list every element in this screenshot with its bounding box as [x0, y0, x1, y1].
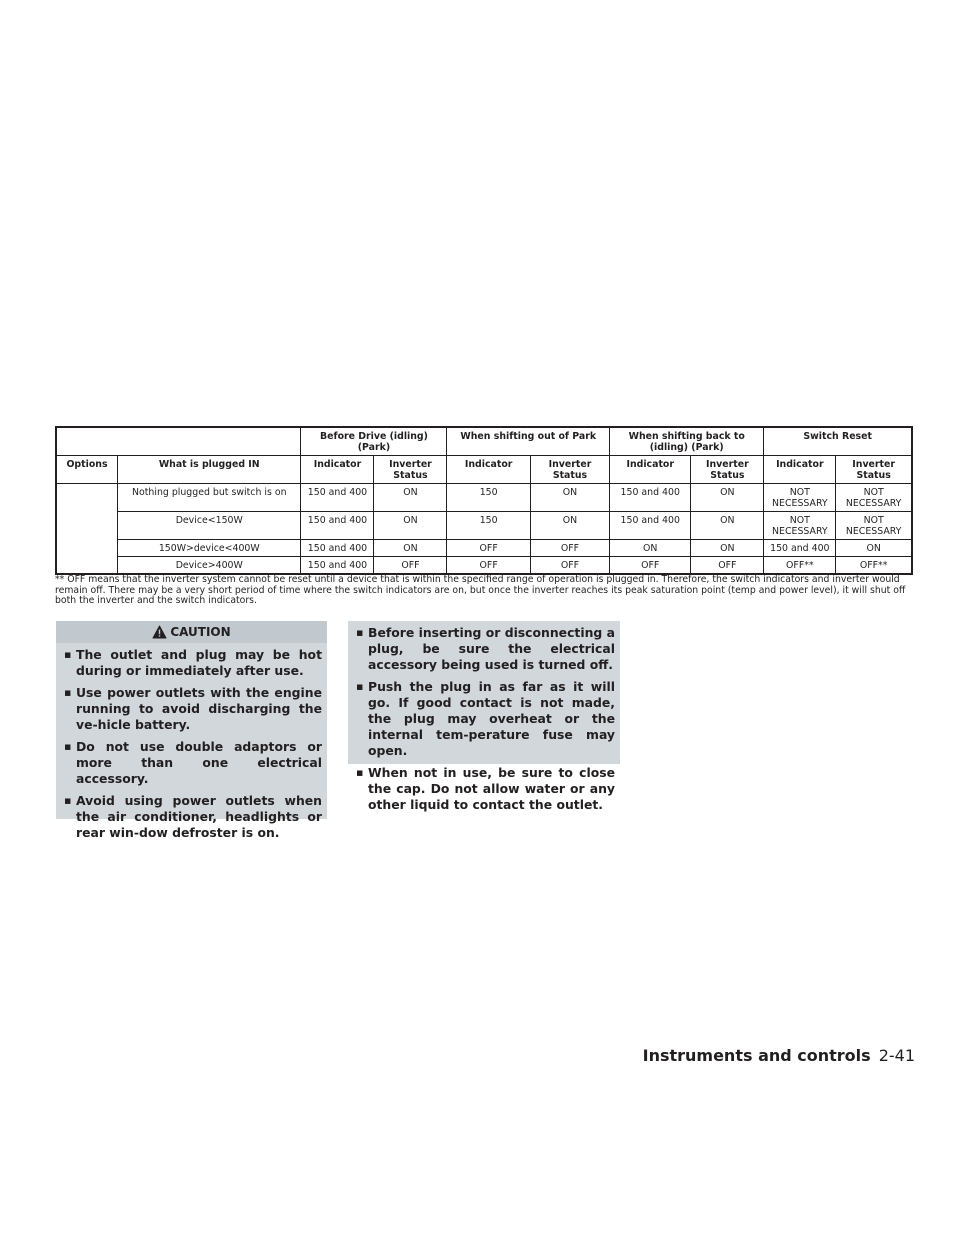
caution-item: ▪ Before inserting or disconnecting a plug, be sure the electrical accessory being used is turned off.	[356, 625, 615, 673]
table-cell: 150 and 400	[610, 484, 691, 512]
table-cell: ON	[530, 512, 609, 540]
table-column-header-row	[56, 456, 912, 484]
table-cell: 150 and 400	[610, 512, 691, 540]
table-cell: Device<150W	[118, 512, 301, 540]
table-cell: ON	[610, 540, 691, 557]
table-cell: ON	[691, 540, 764, 557]
table-cell: OFF	[374, 557, 447, 575]
caution-item: ▪ Push the plug in as far as it will go. If good contact is not made, the plug may overheat or the internal tem-perature fuse may open.	[356, 679, 615, 759]
page-number: 2-41	[878, 1046, 915, 1065]
table-cell: ON	[530, 484, 609, 512]
table-cell: ON	[691, 484, 764, 512]
caution-item: ▪ Do not use double adaptors or more than one electrical accessory.	[64, 739, 322, 787]
column-header: What is plugged IN	[118, 456, 301, 484]
table-cell: OFF	[691, 557, 764, 575]
table-cell: ON	[836, 540, 912, 557]
table-cell: NOT NECESSARY	[764, 512, 836, 540]
column-header: Inverter Status	[836, 456, 912, 484]
caution-list	[348, 621, 620, 813]
column-header: Indicator	[764, 456, 836, 484]
group-header: Switch Reset	[764, 427, 912, 456]
group-header: Before Drive (idling) (Park)	[301, 427, 447, 456]
table-cell: OFF**	[836, 557, 912, 575]
table-cell: ON	[374, 484, 447, 512]
table-cell: Nothing plugged but switch is on	[118, 484, 301, 512]
table-cell: NOT NECESSARY	[836, 484, 912, 512]
table-row	[56, 512, 912, 540]
table-cell: NOT NECESSARY	[836, 512, 912, 540]
table-cell: ON	[691, 512, 764, 540]
table-cell: ON	[374, 540, 447, 557]
table-row	[56, 484, 912, 512]
table-footnote: ** OFF means that the inverter system cannot be reset until a device that is within the specified range of operation is plugged in. Therefore, the switch indicators and inverter would remain off. There may be a very short period of time where the switch indicators are on, but once the inverter reaches its peak saturation point (temp and power level), it will shut off both the inverter and the switch indicators.	[55, 574, 906, 607]
column-header: Inverter Status	[530, 456, 609, 484]
caution-item: ▪ When not in use, be sure to close the cap. Do not allow water or any other liquid to contact the outlet.	[356, 765, 615, 813]
table-cell: 150	[447, 512, 530, 540]
table-row	[56, 557, 912, 575]
table-cell: OFF	[447, 557, 530, 575]
group-header: When shifting out of Park	[447, 427, 610, 456]
page-footer	[643, 1046, 915, 1065]
table-cell: OFF**	[764, 557, 836, 575]
options-cell	[56, 540, 118, 557]
inverter-status-table	[55, 426, 913, 575]
caution-item: ▪ Avoid using power outlets when the air conditioner, headlights or rear win-dow defroster is on.	[64, 793, 322, 841]
table-cell: 150 and 400	[301, 512, 374, 540]
table-cell: OFF	[447, 540, 530, 557]
caution-list	[56, 643, 327, 841]
column-header: Options	[56, 456, 118, 484]
table-cell: 150 and 400	[764, 540, 836, 557]
table-corner-cell	[56, 427, 301, 456]
caution-header	[56, 621, 327, 643]
options-cell	[56, 484, 118, 512]
column-header: Inverter Status	[374, 456, 447, 484]
table-cell: 150 and 400	[301, 484, 374, 512]
caution-item: ▪ Use power outlets with the engine running to avoid discharging the ve-hicle battery.	[64, 685, 322, 733]
caution-box-continued	[348, 621, 620, 812]
table-cell: 150	[447, 484, 530, 512]
caution-box	[56, 621, 327, 840]
table-cell: OFF	[610, 557, 691, 575]
section-title: Instruments and controls	[642, 1046, 871, 1065]
column-header: Indicator	[447, 456, 530, 484]
table-cell: 150 and 400	[301, 540, 374, 557]
group-header: When shifting back to (idling) (Park)	[610, 427, 764, 456]
table-cell: 150W>device<400W	[118, 540, 301, 557]
table-cell: ON	[374, 512, 447, 540]
column-header: Indicator	[610, 456, 691, 484]
table-row	[56, 540, 912, 557]
caution-item: ▪ The outlet and plug may be hot during or immediately after use.	[64, 647, 322, 679]
column-header: Inverter Status	[691, 456, 764, 484]
options-cell	[56, 557, 118, 575]
options-cell	[56, 512, 118, 540]
caution-title: CAUTION	[170, 625, 231, 639]
table-group-header-row	[56, 427, 912, 456]
table-cell: OFF	[530, 540, 609, 557]
table-cell: 150 and 400	[301, 557, 374, 575]
warning-triangle-icon	[152, 625, 167, 639]
table-cell: OFF	[530, 557, 609, 575]
table-cell: Device>400W	[118, 557, 301, 575]
column-header: Indicator	[301, 456, 374, 484]
table-cell: NOT NECESSARY	[764, 484, 836, 512]
